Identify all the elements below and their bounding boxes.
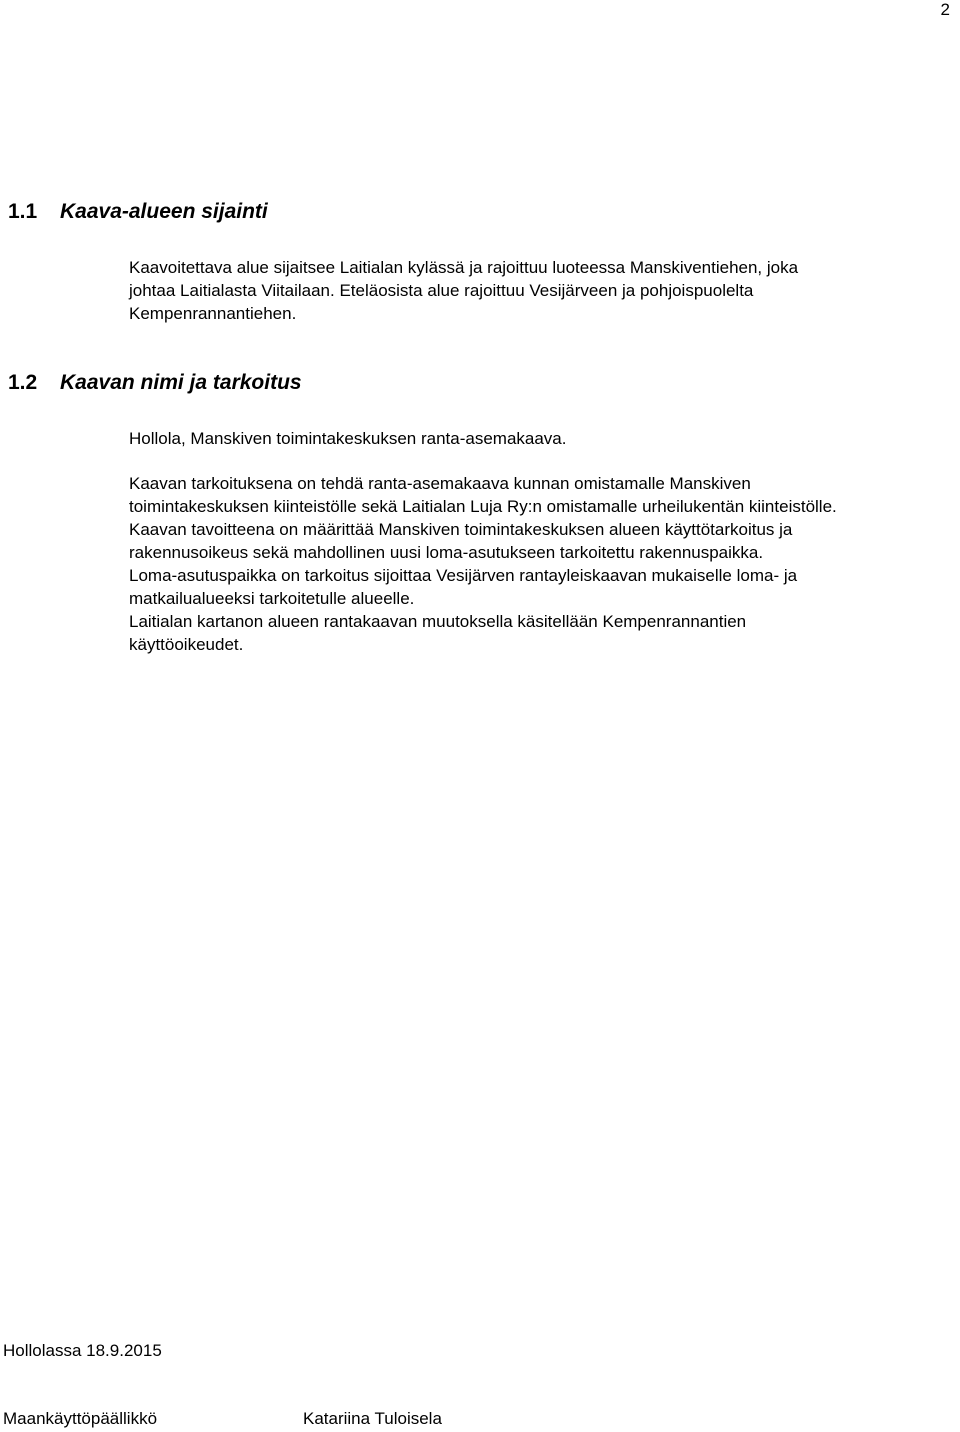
- section-title: Kaavan nimi ja tarkoitus: [60, 371, 302, 394]
- paragraph-line: Kaavan tarkoituksena on tehdä ranta-asemakaava kunnan omistamalle Manskiven: [129, 474, 751, 493]
- paragraph-line: Kaavan tavoitteena on määrittää Manskiven toimintakeskuksen alueen käyttötarkoitus ja: [129, 520, 793, 539]
- plan-name-line: [129, 427, 954, 450]
- paragraph-line: käyttöoikeudet.: [129, 635, 244, 654]
- place-date: Hollolassa 18.9.2015: [3, 1341, 162, 1360]
- page-number: 2: [940, 0, 950, 19]
- section-heading-1-2: [8, 370, 302, 396]
- section-heading-1-1: [8, 199, 268, 225]
- paragraph-line: Hollola, Manskiven toimintakeskuksen ranta-asemakaava.: [129, 429, 567, 448]
- paragraph-line: rakennusoikeus sekä mahdollinen uusi loma-asutukseen tarkoitettu rakennuspaikka.: [129, 543, 764, 562]
- paragraph-line: toimintakeskuksen kiinteistölle sekä Laitialan Luja Ry:n omistamalle urheilukentän kiinteistölle.: [129, 497, 837, 516]
- paragraph-line: johtaa Laitialasta Viitailaan. Eteläosista alue rajoittuu Vesijärveen ja pohjoispuolelta: [129, 281, 754, 300]
- signer-name: Katariina Tuloisela: [303, 1409, 442, 1428]
- section-number: 1.1: [8, 200, 38, 223]
- section-body-1-2: [129, 472, 954, 656]
- signer-role: Maankäyttöpäällikkö: [3, 1409, 158, 1428]
- section-body-1-1: [129, 256, 954, 325]
- paragraph-line: Kaavoitettava alue sijaitsee Laitialan kylässä ja rajoittuu luoteessa Manskiventiehen, joka: [129, 258, 799, 277]
- paragraph-line: Laitialan kartanon alueen rantakaavan muutoksella käsitellään Kempenrannantien: [129, 612, 747, 631]
- section-number: 1.2: [8, 371, 38, 394]
- paragraph-line: matkailualueeksi tarkoitetulle alueelle.: [129, 589, 415, 608]
- paragraph-line: Loma-asutuspaikka on tarkoitus sijoittaa Vesijärven rantayleiskaavan mukaiselle loma- ja: [129, 566, 798, 585]
- paragraph-line: Kempenrannantiehen.: [129, 304, 297, 323]
- section-title: Kaava-alueen sijainti: [60, 200, 268, 223]
